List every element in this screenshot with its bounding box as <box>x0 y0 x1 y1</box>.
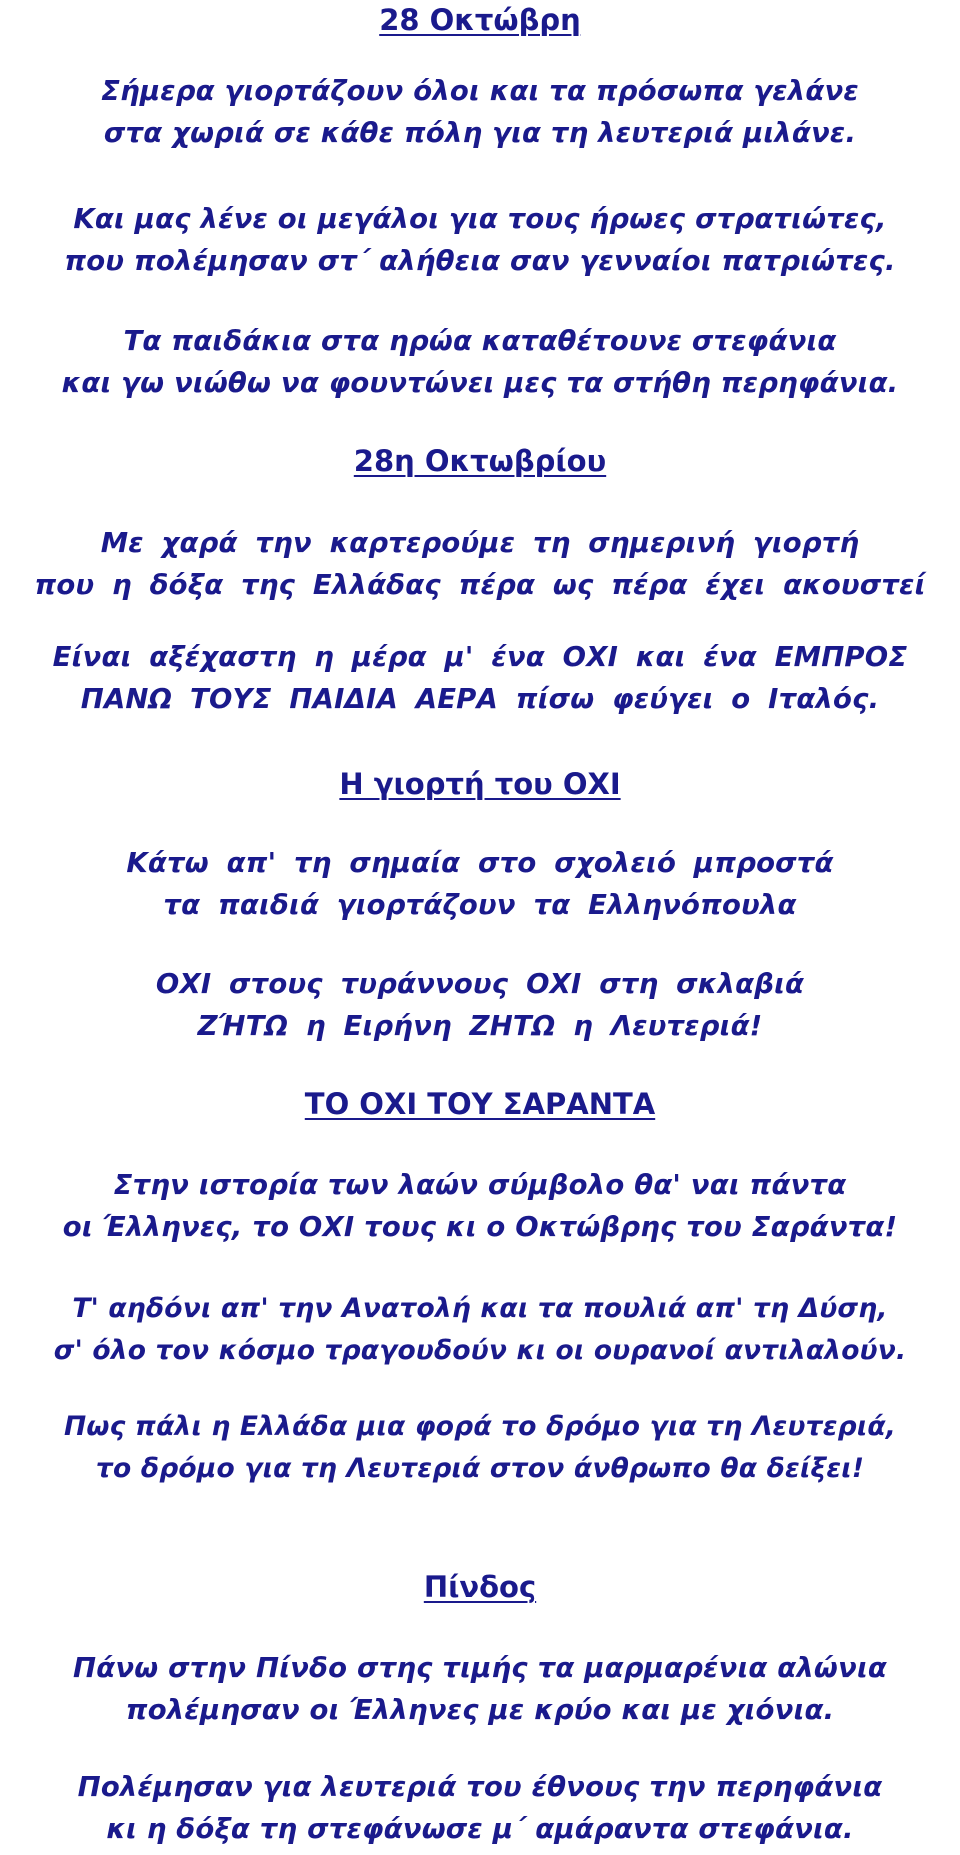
stanza <box>0 1766 960 1850</box>
poem-line: Τ' αηδόνι απ' την Ανατολή και τα πουλιά απ' τη Δύση, <box>72 1293 888 1324</box>
stanza <box>0 636 960 720</box>
poem-line: ΠΑΝΩ ΤΟΥΣ ΠΑΙΔΙΑ ΑΕΡΑ πίσω φεύγει ο Ιταλός. <box>80 683 880 715</box>
poem-line: Είναι αξέχαστη η μέρα μ' ένα ΟΧΙ και ένα ΕΜΠΡΟΣ <box>52 641 908 673</box>
poem-line: ΖΉΤΩ η Ειρήνη ΖΗΤΩ η Λευτεριά! <box>197 1010 763 1042</box>
stanza <box>0 1647 960 1731</box>
poem-line: που η δόξα της Ελλάδας πέρα ως πέρα έχει ακουστεί <box>34 569 926 601</box>
poem-line: Πως πάλι η Ελλάδα μια φορά το δρόμο για τη Λευτεριά, <box>63 1411 897 1442</box>
stanza <box>0 1288 960 1372</box>
poem-line: Πολέμησαν για λευτεριά του έθνους την περηφάνια <box>77 1771 883 1803</box>
poem-line: στα χωριά σε κάθε πόλη για τη λευτεριά μιλάνε. <box>103 117 857 149</box>
stanza <box>0 198 960 282</box>
stanza <box>0 1164 960 1248</box>
stanza <box>0 522 960 606</box>
stanza <box>0 1406 960 1490</box>
poem-line: κι η δόξα τη στεφάνωσε μ΄ αμάραντα στεφάνια. <box>106 1813 854 1845</box>
poem-line: Κάτω απ' τη σημαία στο σχολειό μπροστά <box>126 847 834 879</box>
section-title: 28η Οκτωβρίου <box>353 444 607 478</box>
section-title: ΤΟ ΟΧΙ ΤΟΥ ΣΑΡΑΝΤΑ <box>304 1087 656 1121</box>
poem-line: οι Έλληνες, το ΟΧΙ τους κι ο Οκτώβρης του Σαράντα! <box>62 1211 898 1243</box>
poem-line: το δρόμο για τη Λευτεριά στον άνθρωπο θα δείξει! <box>95 1453 865 1484</box>
poem-line: Και μας λένε οι μεγάλοι για τους ήρωες στρατιώτες, <box>73 203 887 235</box>
poem-line: και γω νιώθω να φουντώνει μες τα στήθη περηφάνια. <box>61 367 899 399</box>
stanza <box>0 963 960 1047</box>
poem-line: Πάνω στην Πίνδο στης τιμής τα μαρμαρένια αλώνια <box>73 1652 887 1684</box>
poem-line: πολέμησαν οι Έλληνες με κρύο και με χιόνια. <box>125 1694 835 1726</box>
poem-line: Στην ιστορία των λαών σύμβολο θα' ναι πάντα <box>113 1169 847 1201</box>
poem-line: τα παιδιά γιορτάζουν τα Ελληνόπουλα <box>163 889 797 921</box>
stanza <box>0 842 960 926</box>
poem-line: Σήμερα γιορτάζουν όλοι και τα πρόσωπα γελάνε <box>101 75 859 107</box>
poem-line: Τα παιδάκια στα ηρώα καταθέτουνε στεφάνια <box>123 325 837 357</box>
stanza <box>0 320 960 404</box>
section-title: 28 Οκτώβρη <box>379 3 581 37</box>
poem-line: ΟΧΙ στους τυράννους ΟΧΙ στη σκλαβιά <box>155 968 805 1000</box>
poem-line: σ' όλο τον κόσμο τραγουδούν κι οι ουρανοί αντιλαλούν. <box>53 1335 907 1366</box>
stanza <box>0 70 960 154</box>
section-title: Η γιορτή του ΟΧΙ <box>339 767 621 801</box>
poem-line: που πολέμησαν στ΄ αλήθεια σαν γενναίοι πατριώτες. <box>64 245 896 277</box>
section-title: Πίνδος <box>423 1570 537 1604</box>
poem-line: Με χαρά την καρτερούμε τη σημερινή γιορτή <box>100 527 860 559</box>
